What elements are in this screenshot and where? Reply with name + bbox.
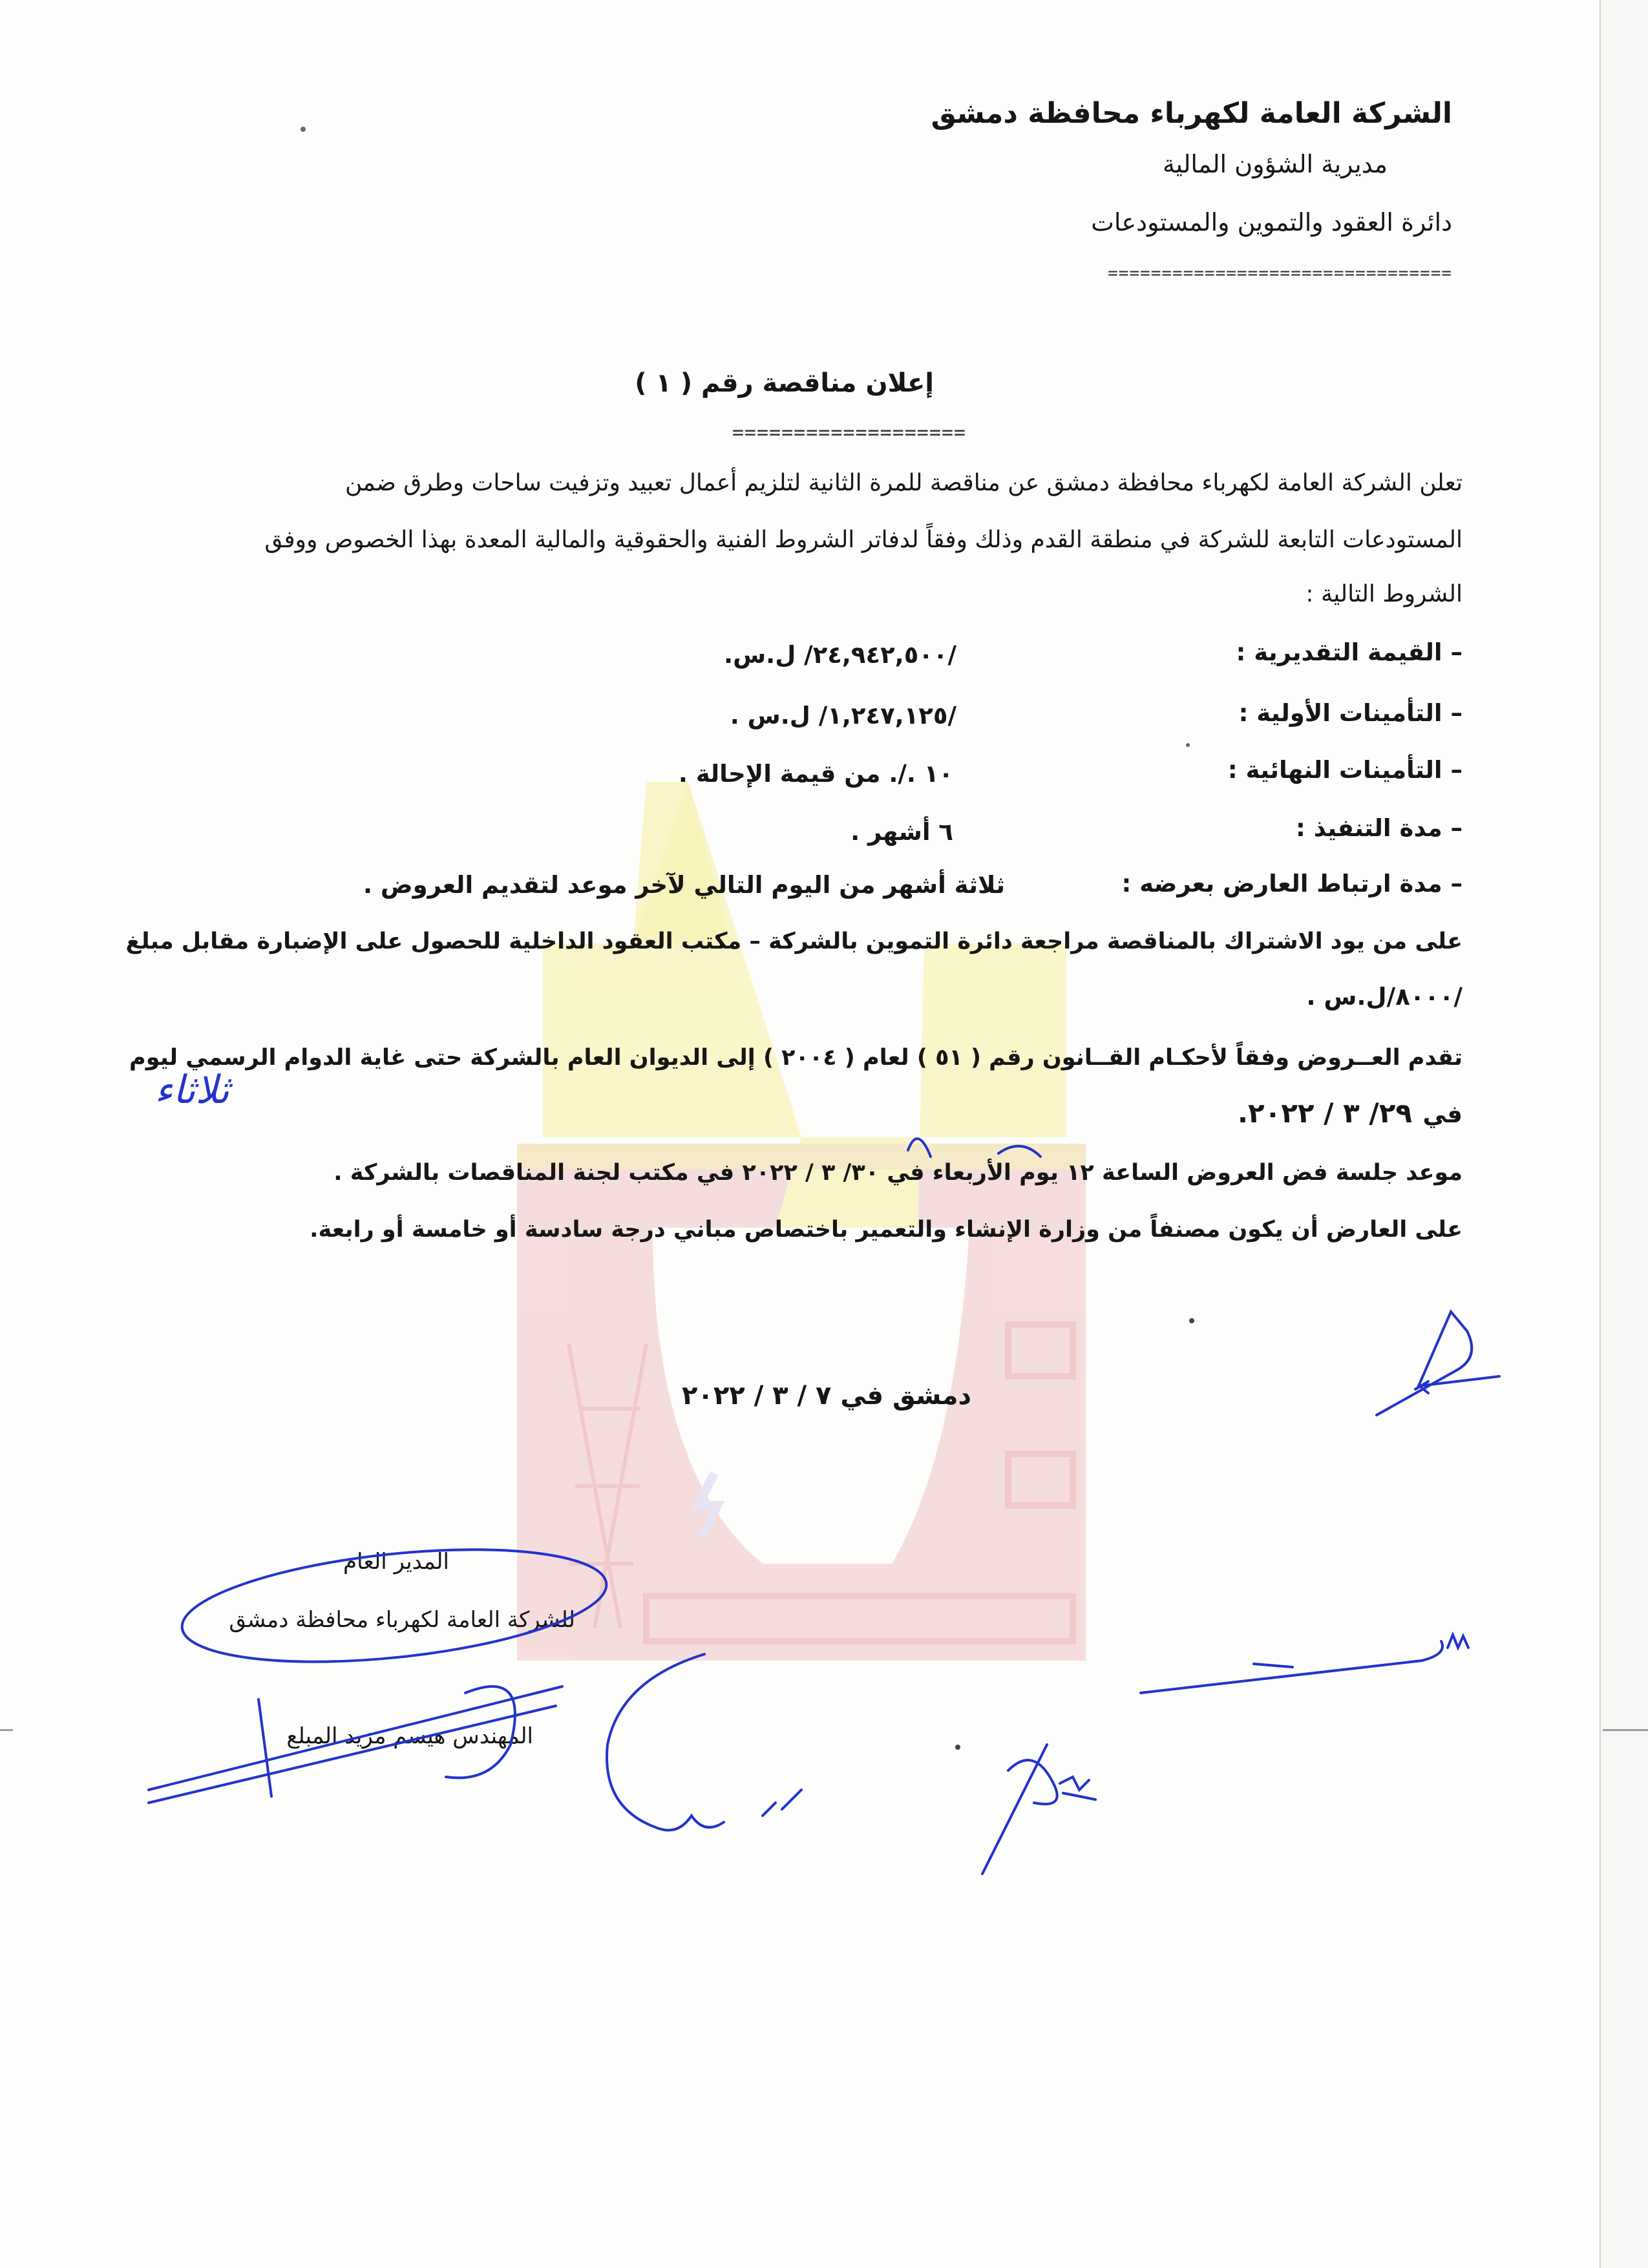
main-signature xyxy=(149,1686,562,1803)
signatory-org: للشركة العامة لكهرباء محافظة دمشق xyxy=(229,1607,575,1633)
intro-line-1: تعلن الشركة العامة لكهرباء محافظة دمشق عن مناقصة للمرة الثانية لتلزيم أعمال تعبيد وتزفيت ساحات وطرق ضمن xyxy=(344,470,1463,496)
date-correction xyxy=(908,1139,1041,1157)
condition-value: ٦ أشهر . xyxy=(850,818,953,846)
bidder-requirement: على العارض أن يكون مصنفاً من وزارة الإنشاء والتعمير باختصاص مباني درجة سادسة أو خامسة أو رابعة. xyxy=(310,1217,1463,1243)
signatory-role: المدير العام xyxy=(343,1549,449,1575)
intro-line-3: الشروط التالية : xyxy=(1305,581,1463,607)
participation-line-2: /٨٠٠٠/ل.س . xyxy=(1306,983,1463,1011)
handwritten-day: ثلاثاء xyxy=(154,1067,229,1113)
directorate-name: مديرية الشؤون المالية xyxy=(1163,150,1388,178)
condition-value: /١,٢٤٧,١٢٥/ ل.س . xyxy=(730,702,956,730)
submission-line-1: تقدم العــروض وفقاً لأحكـام القــانون رقم ( ٥١ ) لعام ( ٢٠٠٤ ) إلى الديوان العام بالشركة حتى غاية الدوام الرسمي ليوم xyxy=(129,1045,1463,1071)
condition-label: – التأمينات الأولية : xyxy=(1238,699,1463,727)
department-name: دائرة العقود والتموين والمستودعات xyxy=(1091,208,1452,236)
company-name: الشركة العامة لكهرباء محافظة دمشق xyxy=(931,97,1452,130)
condition-label: – القيمة التقديرية : xyxy=(1236,638,1463,666)
condition-label: – مدة ارتباط العارض بعرضه : xyxy=(1121,870,1463,898)
signatory-name: المهندس هيسم مزيد المبلع xyxy=(286,1723,533,1749)
intro-line-2: المستودعات التابعة للشركة في منطقة القدم وذلك وفقاً لدفاتر الشروط الفنية والحقوقية والمالية المعدة بهذا الخصوص ووفق xyxy=(264,527,1463,553)
condition-value: /٢٤,٩٤٢,٥٠٠/ ل.س. xyxy=(724,641,956,669)
condition-label: – مدة التنفيذ : xyxy=(1296,814,1463,842)
header-rule: ================================ xyxy=(1108,264,1452,283)
opening-session: موعد جلسة فض العروض الساعة ١٢ يوم الأربعاء في ٣٠/ ٣ / ٢٠٢٢ في مكتب لجنة المناقصات بالشركة . xyxy=(333,1160,1463,1186)
date-line: دمشق في ٧ / ٣ / ٢٠٢٢ xyxy=(682,1381,971,1411)
signature-oval xyxy=(176,1532,611,1679)
right-signature xyxy=(1141,1635,1468,1693)
center-signature xyxy=(607,1654,801,1831)
condition-label: – التأمينات النهائية : xyxy=(1227,756,1463,784)
participation-line-1: على من يود الاشتراك بالمناقصة مراجعة دائرة التموين بالشركة – مكتب العقود الداخلية للحصول على الإضبارة مقابل مبلغ xyxy=(125,929,1463,954)
scan-edge-mark xyxy=(1603,1729,1648,1731)
initial-mark xyxy=(1377,1312,1499,1415)
announcement-title: إعلان مناقصة رقم ( ١ ) xyxy=(635,368,934,398)
submission-line-2-prefix: في xyxy=(1422,1100,1463,1128)
condition-value: ١٠ ./. من قيمة الإحالة . xyxy=(678,760,953,788)
condition-value: ثلاثة أشهر من اليوم التالي لآخر موعد لتقديم العروض . xyxy=(363,871,1005,899)
title-rule: =================== xyxy=(732,421,966,444)
submission-date: ٢٩/ ٣ / ٢٠٢٢. xyxy=(1238,1097,1412,1129)
lower-initial xyxy=(982,1745,1095,1874)
scan-edge-mark xyxy=(0,1729,13,1731)
